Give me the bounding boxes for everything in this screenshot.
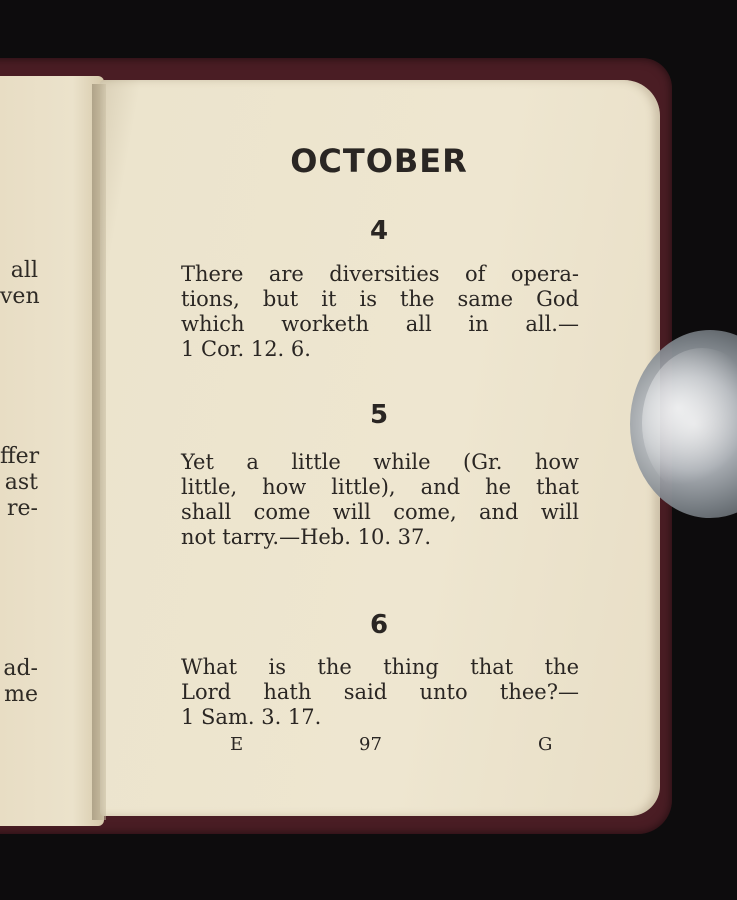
day-number: 5 <box>369 400 389 430</box>
month-heading: OCTOBER <box>290 142 468 180</box>
page-number: 97 <box>359 734 382 755</box>
left-fragment: all <box>10 258 38 283</box>
left-fragment-group-1 <box>0 258 104 310</box>
verse-entry <box>181 262 579 362</box>
verse-line: tions, but it is the same God <box>181 287 579 311</box>
signature-mark-left: E <box>230 734 244 755</box>
page-gutter <box>92 84 106 820</box>
verse-entry <box>181 655 579 730</box>
left-page <box>0 76 104 826</box>
left-fragment: ad- <box>3 656 38 681</box>
day-number: 6 <box>369 610 389 640</box>
left-fragment-group-2 <box>0 444 104 522</box>
verse-line: What is the thing that the <box>181 655 579 679</box>
left-fragment: ven <box>0 284 40 309</box>
verse-line: little, how little), and he that <box>181 475 579 499</box>
left-fragment: ast <box>4 470 38 495</box>
signature-mark-right: G <box>538 734 553 755</box>
left-fragment: ffer <box>0 444 40 469</box>
verse-line: which worketh all in all.— <box>181 312 579 336</box>
verse-reference: 1 Cor. 12. 6. <box>181 337 311 361</box>
left-fragment-group-3 <box>0 656 104 708</box>
verse-reference: 1 Sam. 3. 17. <box>181 705 322 729</box>
verse-line: shall come will come, and will <box>181 500 579 524</box>
left-fragment: re- <box>7 496 38 521</box>
day-number: 4 <box>369 216 389 246</box>
verse-entry <box>181 450 579 550</box>
verse-line: not tarry.—Heb. 10. 37. <box>181 525 432 549</box>
verse-line: There are diversities of opera- <box>181 262 579 286</box>
verse-line: Lord hath said unto thee?— <box>181 680 579 704</box>
left-fragment: me <box>4 682 38 707</box>
verse-line: Yet a little while (Gr. how <box>181 450 579 474</box>
